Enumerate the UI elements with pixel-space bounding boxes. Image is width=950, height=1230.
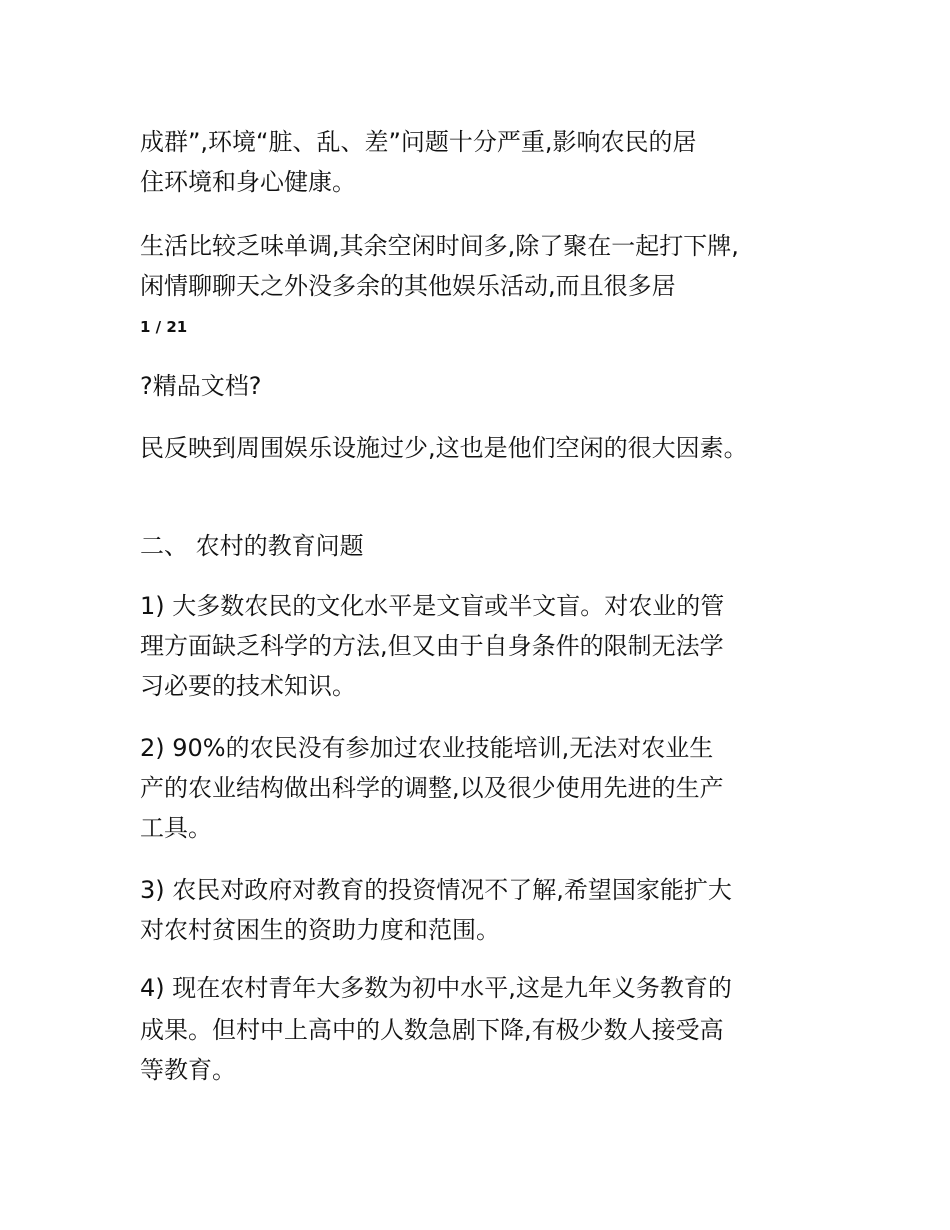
text-line: 生活比较乏味单调,其余空闲时间多,除了聚在一起打下牌,	[140, 232, 739, 260]
text-line: 习必要的技术知识。	[140, 672, 356, 700]
text-line: 成群”,环境“脏、乱、差”问题十分严重,影响农民的居	[140, 128, 697, 156]
text-line: 民反映到周围娱乐设施过少,这也是他们空闲的很大因素。	[140, 434, 748, 462]
doc-header: ?精品文档?	[140, 372, 262, 400]
text-line: 2) 90%的农民没有参加过农业技能培训,无法对农业生	[140, 734, 714, 762]
text-line: 产的农业结构做出科学的调整,以及很少使用先进的生产	[140, 774, 724, 802]
section-heading: 二、 农村的教育问题	[140, 532, 364, 560]
text-line: 成果。但村中上高中的人数急剧下降,有极少数人接受高	[140, 1016, 724, 1044]
text-line: 闲情聊聊天之外没多余的其他娱乐活动,而且很多居	[140, 272, 676, 300]
text-line: 1) 大多数农民的文化水平是文盲或半文盲。对农业的管	[140, 592, 725, 620]
text-line: 住环境和身心健康。	[140, 168, 356, 196]
text-line: 对农村贫困生的资助力度和范围。	[140, 916, 500, 944]
text-line: 等教育。	[140, 1056, 236, 1084]
page-number: 1 / 21	[140, 318, 188, 336]
text-line: 4) 现在农村青年大多数为初中水平,这是九年义务教育的	[140, 974, 732, 1002]
text-line: 理方面缺乏科学的方法,但又由于自身条件的限制无法学	[140, 632, 724, 660]
text-line: 工具。	[140, 814, 212, 842]
text-line: 3) 农民对政府对教育的投资情况不了解,希望国家能扩大	[140, 876, 732, 904]
